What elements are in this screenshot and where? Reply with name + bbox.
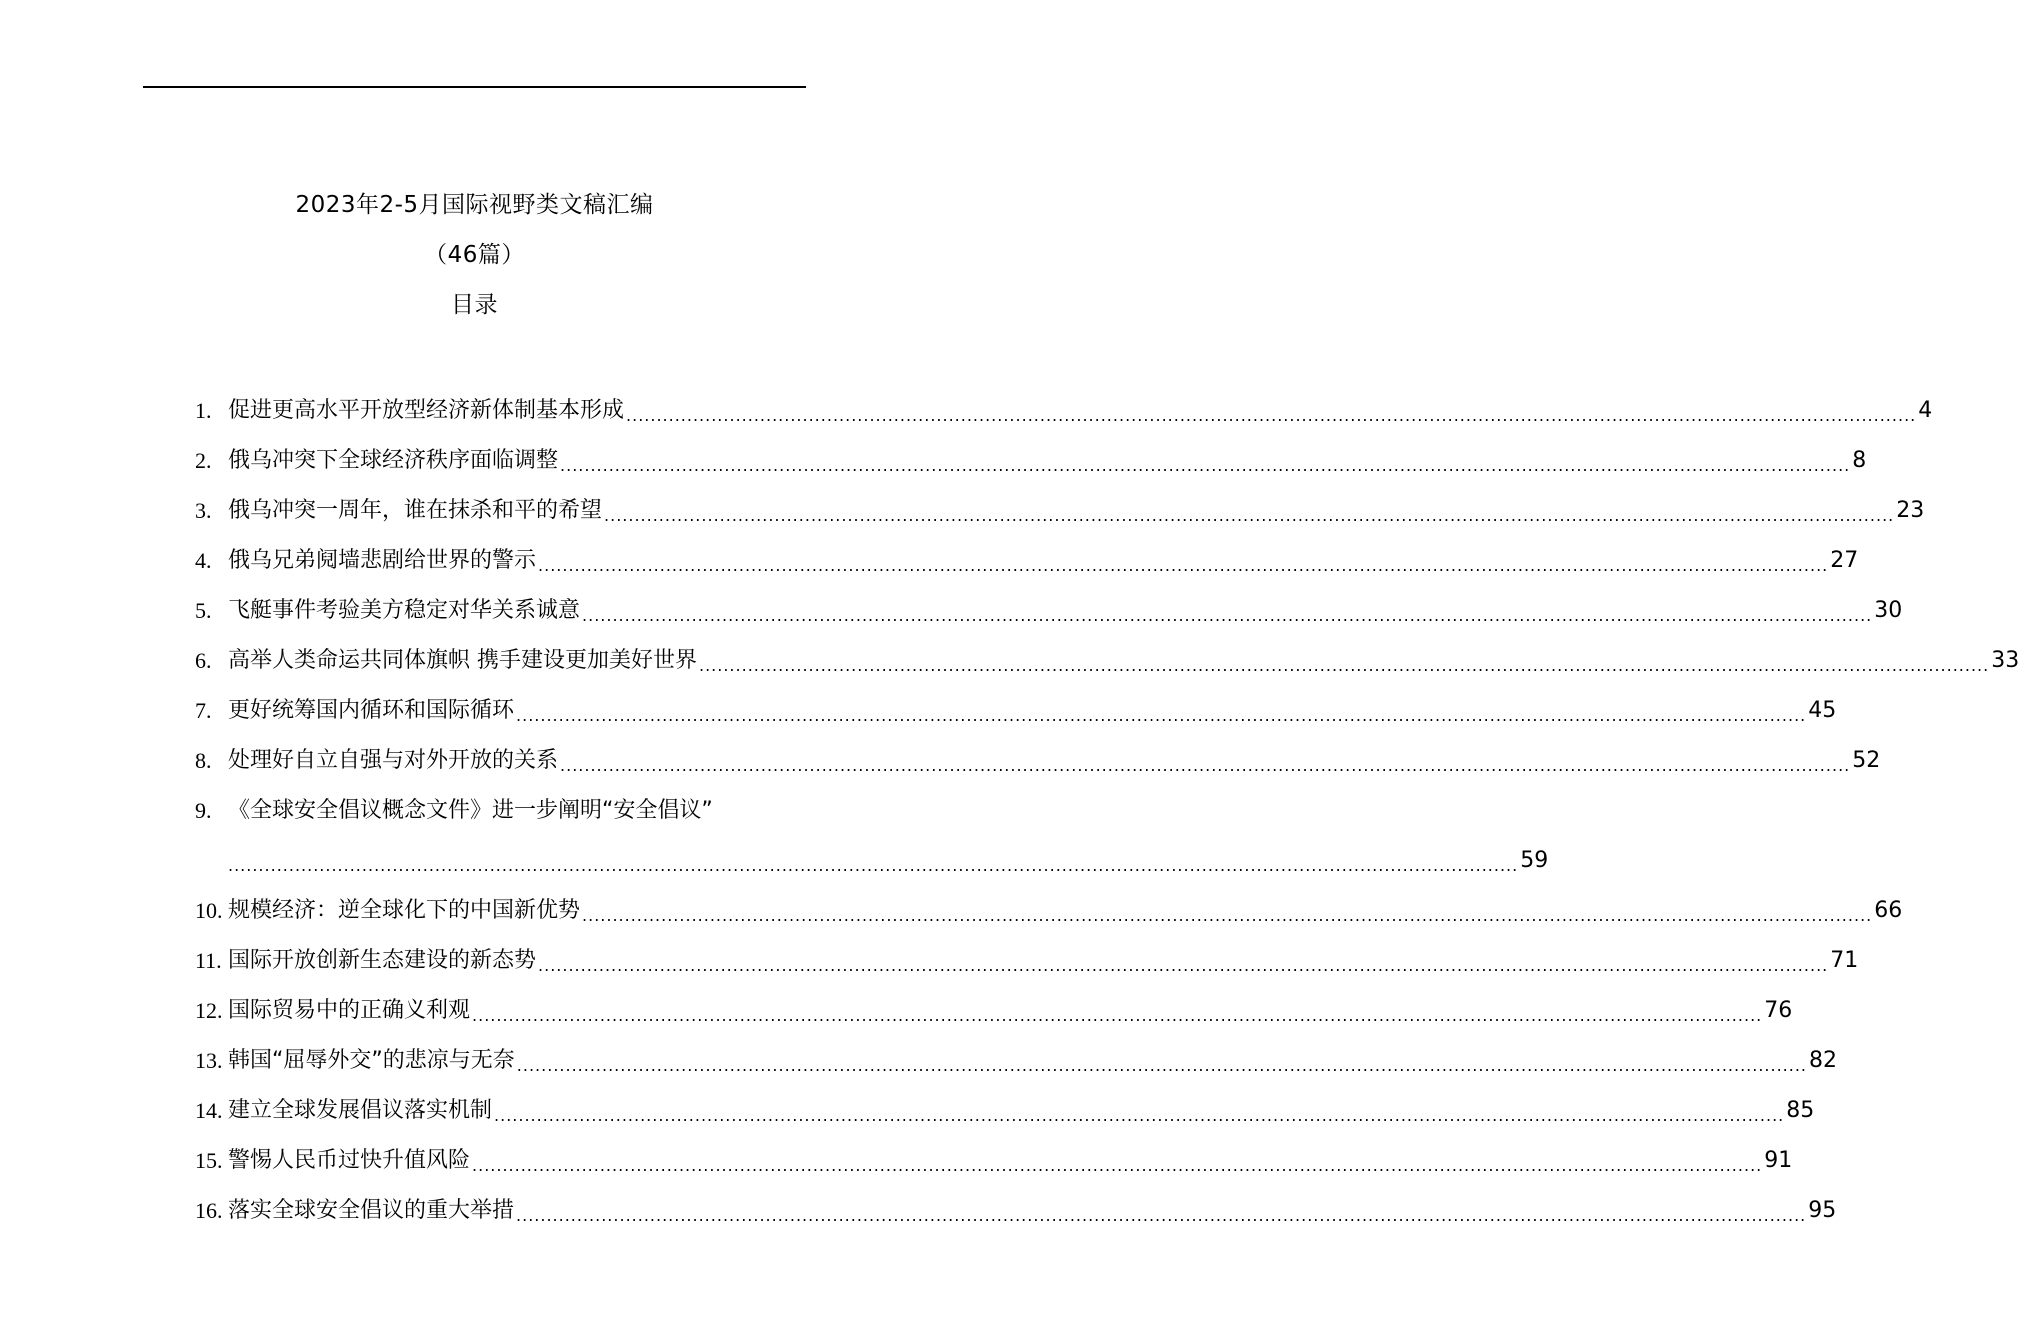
toc-entry-11[interactable]: [195, 931, 1859, 981]
toc-entry-page: 82: [1809, 1048, 1838, 1073]
toc-entry-title: 《全球安全倡议概念文件》进一步阐明“安全倡议”: [228, 798, 713, 823]
toc-entry-page: 91: [1764, 1148, 1793, 1173]
toc-entry-number: 3.: [195, 498, 212, 523]
toc-entry-3[interactable]: [195, 481, 1925, 531]
toc-entry-2[interactable]: [195, 431, 1867, 481]
toc-entry-title: 俄乌兄弟阋墙悲剧给世界的警示: [228, 548, 537, 573]
toc-entry-page: 23: [1896, 498, 1925, 523]
toc-entry-title: 警惕人民币过快升值风险: [228, 1148, 471, 1173]
toc-entry-number: 6.: [195, 648, 212, 673]
toc-entry-page: 27: [1830, 548, 1859, 573]
toc-entry-1[interactable]: [195, 381, 1933, 431]
toc-entry-title: 高举人类命运共同体旗帜 携手建设更加美好世界: [228, 648, 697, 673]
toc-entry-number: 14.: [195, 1098, 223, 1123]
toc-entry-title: 国际开放创新生态建设的新态势: [228, 948, 537, 973]
toc-entry-page: 76: [1764, 998, 1793, 1023]
toc-entry-number: 8.: [195, 748, 212, 773]
toc-entry-page: 95: [1808, 1198, 1837, 1223]
toc-entry-number: 4.: [195, 548, 212, 573]
toc-entry-title: 韩国“屈辱外交”的悲凉与无奈: [228, 1048, 515, 1073]
toc-entry-page: 45: [1808, 698, 1837, 723]
toc-entry-14[interactable]: [195, 1081, 1815, 1131]
toc-entry-number: 11.: [195, 948, 222, 973]
toc-entry-number: 5.: [195, 598, 212, 623]
dot-leader: [582, 601, 1872, 631]
toc-entry-number: 10.: [195, 898, 223, 923]
toc-heading: 目录: [451, 292, 498, 318]
toc-entry-page: 85: [1786, 1098, 1815, 1123]
dot-leader: [472, 1151, 1762, 1181]
toc-entry-13[interactable]: [195, 1031, 1838, 1081]
toc-entry-number: 2.: [195, 448, 212, 473]
toc-entry-number: 9.: [195, 798, 212, 823]
toc-entry-title: 国际贸易中的正确义利观: [228, 998, 471, 1023]
toc-entry-page: 33: [1991, 648, 2019, 673]
article-count: （46篇）: [424, 242, 525, 268]
dot-leader: [538, 551, 1828, 581]
toc-entry-page: 52: [1852, 748, 1881, 773]
dot-leader: [494, 1101, 1784, 1131]
toc-entry-title: 规模经济：逆全球化下的中国新优势: [228, 898, 581, 923]
toc-entry-title: 促进更高水平开放型经济新体制基本形成: [228, 398, 625, 423]
toc-entry-title: 建立全球发展倡议落实机制: [228, 1098, 493, 1123]
toc-entry-title: 俄乌冲突下全球经济秩序面临调整: [228, 448, 559, 473]
dot-leader: [560, 751, 1850, 781]
toc-entry-8[interactable]: [195, 731, 1881, 781]
toc-entry-title: 处理好自立自强与对外开放的关系: [228, 748, 559, 773]
dot-leader: [516, 1201, 1806, 1231]
document-title: 2023年2-5月国际视野类文稿汇编: [295, 192, 654, 218]
toc-entry-number: 1.: [195, 398, 212, 423]
dot-leader: [517, 1051, 1807, 1081]
toc-entry-number: 15.: [195, 1148, 223, 1173]
toc-entry-title: 俄乌冲突一周年，谁在抹杀和平的希望: [228, 498, 603, 523]
toc-entry-page: 30: [1874, 598, 1903, 623]
table-of-contents: [195, 381, 2019, 1231]
dot-leader: [582, 901, 1872, 931]
toc-entry-page: 71: [1830, 948, 1859, 973]
toc-entry-9-continuation[interactable]: [195, 831, 1549, 881]
toc-entry-10[interactable]: [195, 881, 1903, 931]
toc-entry-page: 4: [1918, 398, 1933, 423]
header-rule: [143, 86, 806, 88]
toc-entry-number: 16.: [195, 1198, 223, 1223]
toc-entry-page: 59: [1520, 848, 1549, 873]
toc-entry-number: 12.: [195, 998, 223, 1023]
dot-leader: [626, 401, 1916, 431]
toc-entry-title: 落实全球安全倡议的重大举措: [228, 1198, 515, 1223]
toc-entry-7[interactable]: [195, 681, 1837, 731]
dot-leader: [699, 651, 1989, 681]
toc-entry-number: 7.: [195, 698, 212, 723]
dot-leader: [516, 701, 1806, 731]
toc-entry-page: 66: [1874, 898, 1903, 923]
toc-entry-5[interactable]: [195, 581, 1903, 631]
dot-leader: [604, 501, 1894, 531]
toc-entry-12[interactable]: [195, 981, 1793, 1031]
dot-leader: [538, 951, 1828, 981]
toc-entry-4[interactable]: [195, 531, 1859, 581]
toc-entry-9[interactable]: [195, 781, 806, 831]
toc-entry-title: 飞艇事件考验美方稳定对华关系诚意: [228, 598, 581, 623]
dot-leader: [560, 451, 1850, 481]
toc-entry-6[interactable]: [195, 631, 2019, 681]
toc-entry-title: 更好统筹国内循环和国际循环: [228, 698, 515, 723]
toc-entry-16[interactable]: [195, 1181, 1837, 1231]
toc-entry-15[interactable]: [195, 1131, 1793, 1181]
dot-leader: [228, 851, 1518, 881]
toc-entry-number: 13.: [195, 1048, 223, 1073]
dot-leader: [472, 1001, 1762, 1031]
toc-entry-page: 8: [1852, 448, 1867, 473]
